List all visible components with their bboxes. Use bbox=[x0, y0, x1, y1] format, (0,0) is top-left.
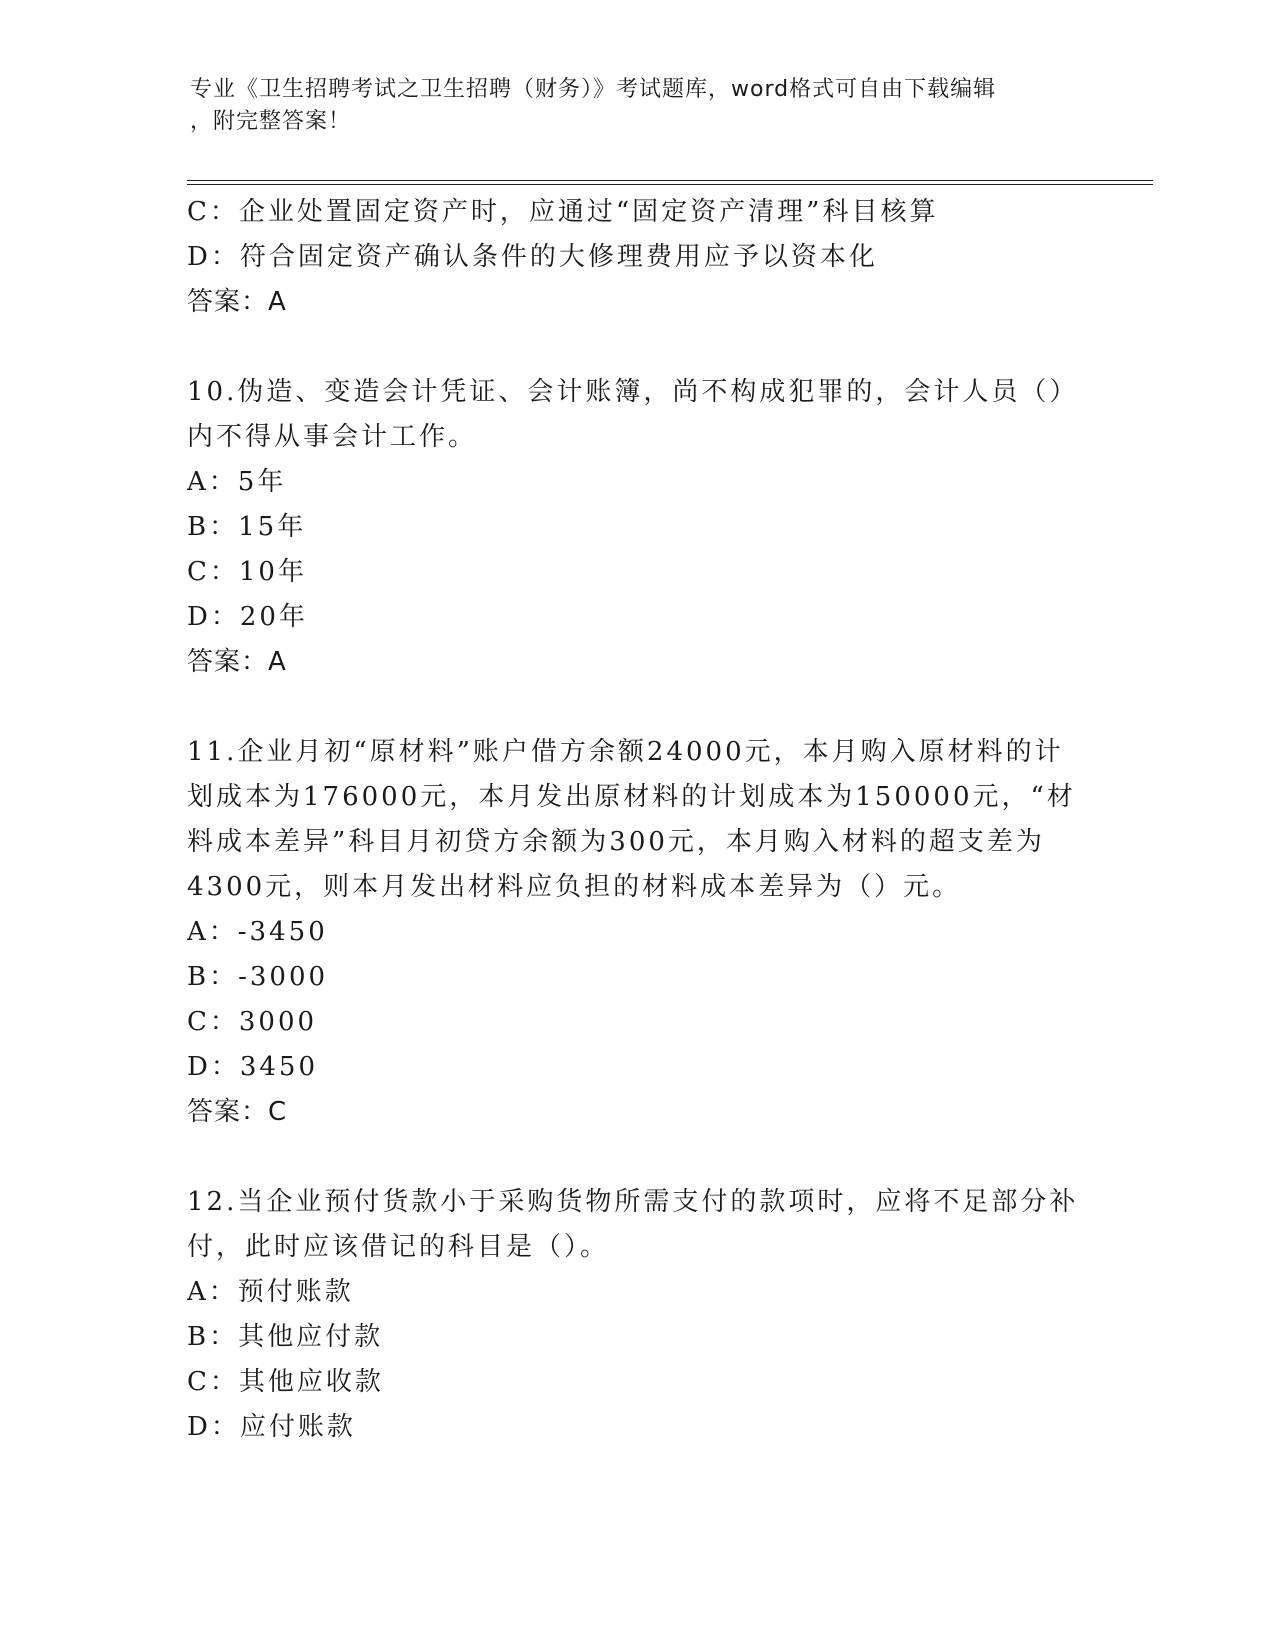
header-line-1: 专业《卫生招聘考试之卫生招聘（财务）》考试题库，word格式可自由下载编辑 bbox=[190, 77, 997, 102]
answer: 答案：C bbox=[187, 1097, 288, 1127]
option-d: D：3450 bbox=[187, 1052, 319, 1082]
question-content bbox=[187, 190, 1087, 1450]
spacer bbox=[187, 1135, 1087, 1180]
question-10 bbox=[187, 370, 1087, 685]
answer: 答案：A bbox=[187, 647, 287, 677]
option-b: B：15年 bbox=[187, 512, 307, 542]
question-stem-line: 11.企业月初“原材料”账户借方余额24000元，本月购入原材料的计 bbox=[187, 737, 1064, 767]
question-11 bbox=[187, 730, 1087, 1135]
option-a: A：-3450 bbox=[187, 917, 328, 947]
question-stem-line: 10.伪造、变造会计凭证、会计账簿，尚不构成犯罪的，会计人员（） bbox=[187, 377, 1079, 407]
header-divider-top bbox=[187, 180, 1153, 181]
option-c: C：其他应收款 bbox=[187, 1367, 384, 1397]
option-d: D：应付账款 bbox=[187, 1412, 356, 1442]
option-a: A：预付账款 bbox=[187, 1277, 354, 1307]
header-line-2: ，附完整答案！ bbox=[190, 109, 352, 134]
option-d: D：20年 bbox=[187, 602, 308, 632]
option-d: D：符合固定资产确认条件的大修理费用应予以资本化 bbox=[187, 242, 878, 272]
question-stem-line: 12.当企业预付货款小于采购货物所需支付的款项时，应将不足部分补 bbox=[187, 1187, 1079, 1217]
question-stem-line: 付，此时应该借记的科目是（）。 bbox=[187, 1232, 610, 1262]
page-header bbox=[190, 74, 1080, 138]
question-stem-line: 内不得从事会计工作。 bbox=[187, 422, 478, 452]
spacer bbox=[187, 685, 1087, 730]
question-12 bbox=[187, 1180, 1087, 1450]
question-stem-line: 4300元，则本月发出材料应负担的材料成本差异为（）元。 bbox=[187, 872, 962, 902]
question-stem-line: 划成本为176000元，本月发出原材料的计划成本为150000元，“材 bbox=[187, 782, 1076, 812]
option-b: B：其他应付款 bbox=[187, 1322, 384, 1352]
spacer bbox=[187, 325, 1087, 370]
option-c: C：企业处置固定资产时，应通过“固定资产清理”科目核算 bbox=[187, 197, 939, 227]
option-b: B：-3000 bbox=[187, 962, 329, 992]
option-c: C：3000 bbox=[187, 1007, 318, 1037]
previous-question-fragment bbox=[187, 190, 1087, 325]
answer: 答案：A bbox=[187, 287, 287, 317]
option-a: A：5年 bbox=[187, 467, 287, 497]
option-c: C：10年 bbox=[187, 557, 307, 587]
header-divider-bottom bbox=[187, 184, 1153, 185]
question-stem-line: 料成本差异”科目月初贷方余额为300元，本月购入材料的超支差为 bbox=[187, 827, 1045, 857]
